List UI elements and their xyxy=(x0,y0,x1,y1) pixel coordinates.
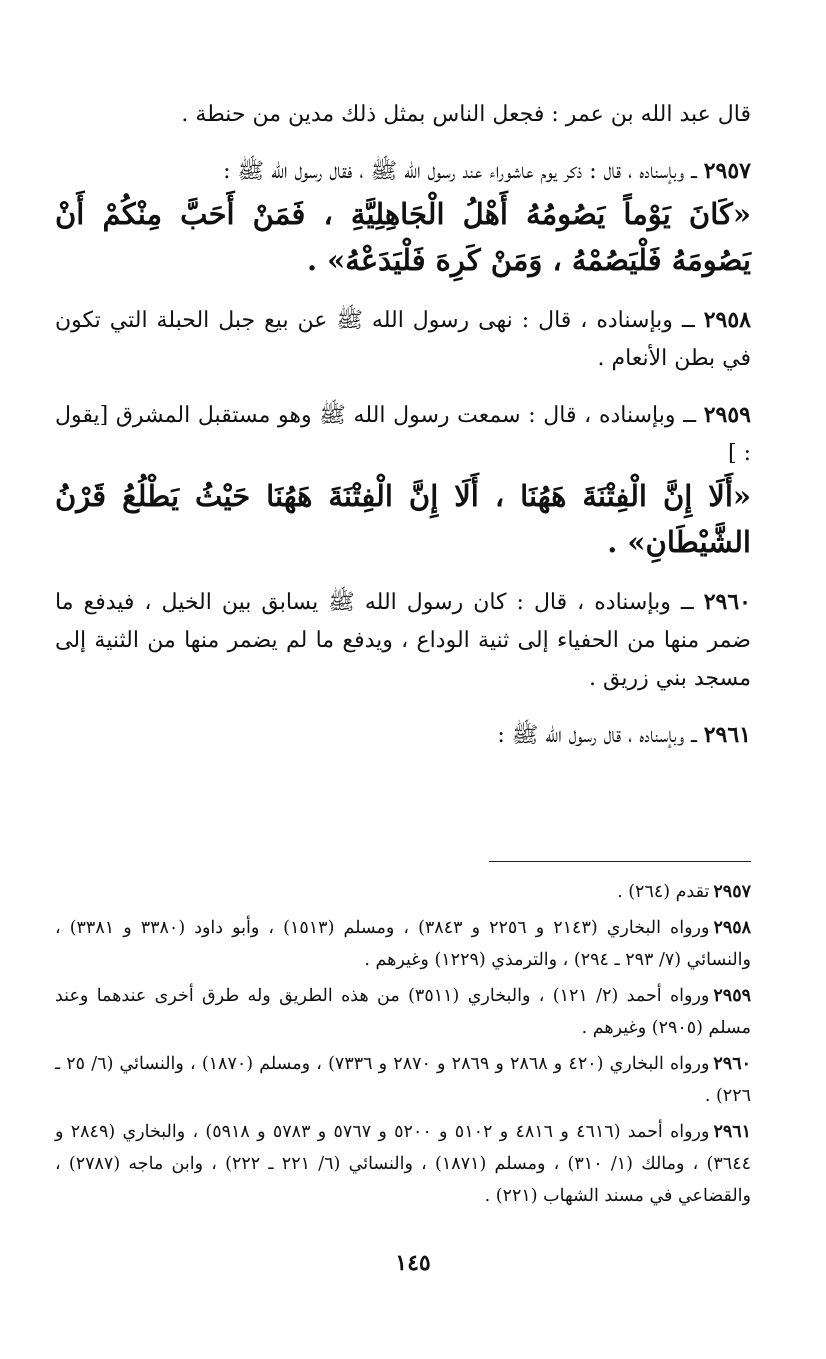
footnote-text: ورواه البخاري (٢١٤٣ و ٢٢٥٦ و ٣٨٤٣) ، ومسلم (١٥١٣) ، وأبو داود (٣٣٨٠ و ٣٣٨١) ، والنسائي (٧/ ٢٩٣ ـ ٢٩٤) ، والترمذي (١٢٢٩) وغيرهم . xyxy=(55,918,751,970)
hadith-2958 xyxy=(55,301,751,378)
hadith-text: ــ وبإسناده ، قال رسول الله ﷺ : xyxy=(497,723,697,748)
hadith-text: ــ وبإسناده ، قال : كان رسول الله ﷺ يسابق بين الخيل ، فيدفع ما ضمر منها من الحفياء إلى ثنية الوداع ، ويدفع ما لم يضمر منها من الثنية إلى مسجد بني زريق . xyxy=(55,590,751,691)
hadith-2957 xyxy=(55,152,751,283)
intro-line: قال عبد الله بن عمر : فجعل الناس بمثل ذلك مدين من حنطة . xyxy=(181,102,751,127)
hadith-number: ٢٩٥٨ xyxy=(703,307,751,333)
footnote-number: ٢٩٥٧ xyxy=(713,882,751,902)
footnote-2960 xyxy=(55,1048,751,1112)
hadith-number: ٢٩٥٩ xyxy=(703,402,751,428)
hadith-text: ــ وبإسناده ، قال : ذكر يوم عاشوراء عند رسول الله ﷺ ، فقال رسول الله ﷺ : xyxy=(223,159,697,184)
footnote-divider xyxy=(489,861,751,862)
footnote-number: ٢٩٥٩ xyxy=(713,986,751,1006)
hadith-number: ٢٩٦٠ xyxy=(703,589,751,615)
footnote-2957 xyxy=(55,876,751,908)
footnote-text: ورواه البخاري (٤٢٠ و ٢٨٦٨ و ٢٨٦٩ و ٢٨٧٠ و ٧٣٣٦) ، ومسلم (١٨٧٠) ، والنسائي (٦/ ٢٥ ـ ٢٢٦) . xyxy=(55,1054,751,1106)
hadith-text: ــ وبإسناده ، قال : سمعت رسول الله ﷺ وهو مستقبل المشرق [يقول : ] xyxy=(55,403,751,466)
footnote-text: ورواه أحمد (٤٦١٦ و ٤٨١٦ و ٥١٠٢ و ٥٢٠٠ و ٥٧٦٧ و ٥٧٨٣ و ٥٩١٨) ، والبخاري (٢٨٤٩ و ٣٦٤٤) ، ومالك (١/ ٣١٠) ، ومسلم (١٨٧١) ، والنسائي (٦/ ٢٢١ ـ ٢٢٢) ، وابن ماجه (٢٧٨٧) ، والقضاعي في مسند الشهاب (٢٢١) . xyxy=(55,1122,751,1206)
hadith-quote: «أَلَا إِنَّ الْفِتْنَةَ هَهُنَا ، أَلَا إِنَّ الْفِتْنَةَ هَهُنَا حَيْثُ يَطْلُعُ قَرْنُ الشَّيْطَانِ» . xyxy=(55,479,751,559)
page-number: ١٤٥ xyxy=(395,1250,431,1276)
footnote-2961 xyxy=(55,1116,751,1212)
footnote-number: ٢٩٥٨ xyxy=(713,918,752,938)
hadith-number: ٢٩٥٧ xyxy=(703,158,751,184)
footnote-2958 xyxy=(55,912,751,976)
hadith-quote: «كَانَ يَوْماً يَصُومُهُ أَهْلُ الْجَاهِلِيَّةِ ، فَمَنْ أَحَبَّ مِنْكُمْ أَنْ يَصُومَهُ فَلْيَصُمْهُ ، وَمَنْ كَرِهَ فَلْيَدَعْهُ» . xyxy=(55,197,751,277)
hadith-2959 xyxy=(55,396,751,565)
hadith-2961 xyxy=(55,716,751,755)
hadith-number: ٢٩٦١ xyxy=(703,722,751,748)
footnotes xyxy=(55,876,751,1216)
hadith-2960 xyxy=(55,583,751,698)
main-text xyxy=(55,96,751,773)
hadith-text: ــ وبإسناده ، قال : نهى رسول الله ﷺ عن بيع جبل الحبلة التي تكون في بطن الأنعام . xyxy=(55,308,751,371)
footnote-text: ورواه أحمد (٢/ ١٢١) ، والبخاري (٣٥١١) من هذه الطريق وله طرق أخرى عندهما وعند مسلم (٢٩٠٥) وغيرهم . xyxy=(55,986,751,1038)
footnote-text: تقدم (٢٦٤) . xyxy=(617,882,710,902)
footnote-number: ٢٩٦١ xyxy=(713,1122,752,1142)
footnote-2959 xyxy=(55,980,751,1044)
footnote-number: ٢٩٦٠ xyxy=(713,1054,752,1074)
